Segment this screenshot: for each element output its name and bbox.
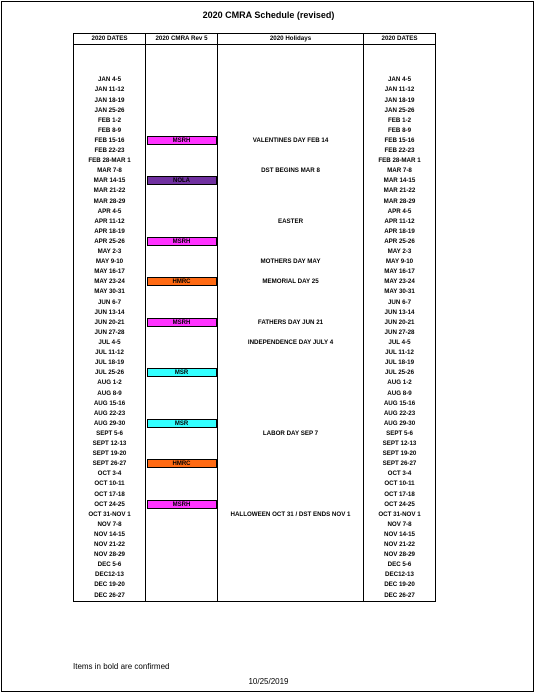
date-cell-right: MAY 16-17 bbox=[364, 267, 436, 277]
date-cell-left: DEC 26-27 bbox=[74, 590, 146, 601]
holiday-cell bbox=[218, 267, 364, 277]
date-cell-right: DEC12-13 bbox=[364, 570, 436, 580]
event-cell bbox=[146, 166, 218, 176]
holiday-cell bbox=[218, 116, 364, 126]
table-row bbox=[74, 318, 436, 328]
holiday-cell: VALENTINES DAY FEB 14 bbox=[218, 136, 364, 146]
holiday-cell bbox=[218, 55, 364, 65]
date-cell-left: SEPT 26-27 bbox=[74, 459, 146, 469]
holiday-cell bbox=[218, 197, 364, 207]
holiday-cell: DST BEGINS MAR 8 bbox=[218, 166, 364, 176]
event-cell bbox=[146, 540, 218, 550]
holiday-cell bbox=[218, 449, 364, 459]
date-cell-right: MAY 9-10 bbox=[364, 257, 436, 267]
date-cell-left: MAY 9-10 bbox=[74, 257, 146, 267]
date-cell-left: MAR 14-15 bbox=[74, 176, 146, 186]
event-cell bbox=[146, 530, 218, 540]
table-row bbox=[74, 399, 436, 409]
table-row bbox=[74, 308, 436, 318]
date-cell-left: APR 25-26 bbox=[74, 237, 146, 247]
date-cell-left: JUN 27-28 bbox=[74, 328, 146, 338]
table-row bbox=[74, 146, 436, 156]
event-chip: MSR bbox=[147, 419, 217, 428]
date-cell-right: JAN 18-19 bbox=[364, 95, 436, 105]
date-cell-right: OCT 31-NOV 1 bbox=[364, 510, 436, 520]
table-row bbox=[74, 116, 436, 126]
event-cell bbox=[146, 257, 218, 267]
holiday-cell bbox=[218, 298, 364, 308]
event-cell bbox=[146, 500, 218, 510]
event-cell bbox=[146, 156, 218, 166]
date-cell-right: APR 4-5 bbox=[364, 207, 436, 217]
date-cell-right: SEPT 19-20 bbox=[364, 449, 436, 459]
table-row bbox=[74, 237, 436, 247]
header-row bbox=[74, 34, 436, 45]
date-cell-left: AUG 15-16 bbox=[74, 399, 146, 409]
table-row bbox=[74, 247, 436, 257]
date-cell-left: JAN 18-19 bbox=[74, 95, 146, 105]
date-cell-right: AUG 22-23 bbox=[364, 409, 436, 419]
date-cell-right: APR 18-19 bbox=[364, 227, 436, 237]
date-cell-left bbox=[74, 45, 146, 56]
holiday-cell bbox=[218, 570, 364, 580]
date-cell-right bbox=[364, 55, 436, 65]
date-cell-left: MAR 21-22 bbox=[74, 186, 146, 196]
holiday-cell bbox=[218, 186, 364, 196]
date-cell-left: AUG 1-2 bbox=[74, 378, 146, 388]
date-cell-right: APR 11-12 bbox=[364, 217, 436, 227]
event-cell bbox=[146, 247, 218, 257]
holiday-cell bbox=[218, 176, 364, 186]
event-cell bbox=[146, 176, 218, 186]
event-cell bbox=[146, 45, 218, 56]
holiday-cell: FATHERS DAY JUN 21 bbox=[218, 318, 364, 328]
date-cell-left: APR 18-19 bbox=[74, 227, 146, 237]
date-cell-left: JAN 11-12 bbox=[74, 85, 146, 95]
table-row bbox=[74, 459, 436, 469]
event-cell bbox=[146, 207, 218, 217]
event-cell bbox=[146, 287, 218, 297]
holiday-cell bbox=[218, 540, 364, 550]
event-cell bbox=[146, 267, 218, 277]
table-row bbox=[74, 570, 436, 580]
table-row bbox=[74, 156, 436, 166]
table-row bbox=[74, 560, 436, 570]
date-cell-right: MAR 7-8 bbox=[364, 166, 436, 176]
event-cell bbox=[146, 95, 218, 105]
table-row bbox=[74, 186, 436, 196]
holiday-cell bbox=[218, 490, 364, 500]
event-cell bbox=[146, 197, 218, 207]
event-cell bbox=[146, 85, 218, 95]
event-cell bbox=[146, 298, 218, 308]
holiday-cell: LABOR DAY SEP 7 bbox=[218, 429, 364, 439]
date-cell-right: JUN 27-28 bbox=[364, 328, 436, 338]
event-cell bbox=[146, 186, 218, 196]
table-row bbox=[74, 257, 436, 267]
event-cell bbox=[146, 479, 218, 489]
table-row bbox=[74, 298, 436, 308]
holiday-cell bbox=[218, 368, 364, 378]
date-cell-right: JUN 20-21 bbox=[364, 318, 436, 328]
event-cell bbox=[146, 237, 218, 247]
date-cell-right: OCT 3-4 bbox=[364, 469, 436, 479]
holiday-cell bbox=[218, 469, 364, 479]
date-cell-right: FEB 28-MAR 1 bbox=[364, 156, 436, 166]
table-row bbox=[74, 439, 436, 449]
date-cell-right: SEPT 5-6 bbox=[364, 429, 436, 439]
date-cell-left: MAY 23-24 bbox=[74, 277, 146, 287]
date-cell-left: NOV 7-8 bbox=[74, 520, 146, 530]
date-cell-left: NOV 21-22 bbox=[74, 540, 146, 550]
event-cell bbox=[146, 419, 218, 429]
table-row bbox=[74, 469, 436, 479]
date-cell-left: JAN 4-5 bbox=[74, 75, 146, 85]
date-cell-left bbox=[74, 55, 146, 65]
holiday-cell bbox=[218, 207, 364, 217]
date-cell-right: APR 25-26 bbox=[364, 237, 436, 247]
table-row bbox=[74, 277, 436, 287]
holiday-cell bbox=[218, 399, 364, 409]
event-cell bbox=[146, 449, 218, 459]
event-chip: MSRH bbox=[147, 500, 217, 509]
schedule-table bbox=[73, 33, 436, 602]
holiday-cell: MEMORIAL DAY 25 bbox=[218, 277, 364, 287]
date-cell-right: JUN 6-7 bbox=[364, 298, 436, 308]
date-cell-right: MAY 23-24 bbox=[364, 277, 436, 287]
holiday-cell bbox=[218, 500, 364, 510]
holiday-cell bbox=[218, 308, 364, 318]
holiday-cell bbox=[218, 247, 364, 257]
holiday-cell bbox=[218, 237, 364, 247]
holiday-cell bbox=[218, 459, 364, 469]
date-cell-right: NOV 28-29 bbox=[364, 550, 436, 560]
table-row bbox=[74, 510, 436, 520]
date-cell-left: MAR 28-29 bbox=[74, 197, 146, 207]
event-cell bbox=[146, 550, 218, 560]
table-row bbox=[74, 55, 436, 65]
date-cell-right: MAY 30-31 bbox=[364, 287, 436, 297]
date-cell-left: MAR 7-8 bbox=[74, 166, 146, 176]
holiday-cell bbox=[218, 590, 364, 601]
date-cell-left: NOV 28-29 bbox=[74, 550, 146, 560]
table-row bbox=[74, 348, 436, 358]
table-row bbox=[74, 45, 436, 56]
date-cell-left: AUG 22-23 bbox=[74, 409, 146, 419]
date-cell-right: OCT 24-25 bbox=[364, 500, 436, 510]
event-cell bbox=[146, 409, 218, 419]
date-cell-right: AUG 29-30 bbox=[364, 419, 436, 429]
date-cell-left: JUN 13-14 bbox=[74, 308, 146, 318]
event-cell bbox=[146, 590, 218, 601]
date-cell-left: SEPT 19-20 bbox=[74, 449, 146, 459]
event-chip: NOLA bbox=[147, 176, 217, 185]
date-cell-right: NOV 14-15 bbox=[364, 530, 436, 540]
holiday-cell bbox=[218, 348, 364, 358]
event-cell bbox=[146, 388, 218, 398]
date-cell-left: DEC 19-20 bbox=[74, 580, 146, 590]
date-cell-left: APR 11-12 bbox=[74, 217, 146, 227]
date-cell-right: JUN 13-14 bbox=[364, 308, 436, 318]
date-cell-left: OCT 10-11 bbox=[74, 479, 146, 489]
table-row bbox=[74, 287, 436, 297]
event-cell bbox=[146, 308, 218, 318]
schedule-rows bbox=[74, 45, 436, 602]
table-row bbox=[74, 227, 436, 237]
table-row bbox=[74, 490, 436, 500]
date-cell-left: SEPT 5-6 bbox=[74, 429, 146, 439]
date-cell-left: OCT 17-18 bbox=[74, 490, 146, 500]
event-cell bbox=[146, 570, 218, 580]
holiday-cell bbox=[218, 520, 364, 530]
table-row bbox=[74, 449, 436, 459]
holiday-cell bbox=[218, 580, 364, 590]
event-cell bbox=[146, 227, 218, 237]
date-cell-right: JUL 11-12 bbox=[364, 348, 436, 358]
event-chip: HMRC bbox=[147, 277, 217, 286]
event-cell bbox=[146, 399, 218, 409]
header-cmra: 2020 CMRA Rev 5 bbox=[146, 34, 218, 45]
holiday-cell bbox=[218, 156, 364, 166]
date-cell-right: JUL 4-5 bbox=[364, 338, 436, 348]
holiday-cell bbox=[218, 65, 364, 75]
event-cell bbox=[146, 580, 218, 590]
holiday-cell bbox=[218, 328, 364, 338]
holiday-cell bbox=[218, 358, 364, 368]
date-cell-left: OCT 24-25 bbox=[74, 500, 146, 510]
date-cell-right: DEC 26-27 bbox=[364, 590, 436, 601]
date-cell-left: JUL 11-12 bbox=[74, 348, 146, 358]
date-cell-left: JUN 6-7 bbox=[74, 298, 146, 308]
date-cell-left: MAY 16-17 bbox=[74, 267, 146, 277]
event-cell bbox=[146, 490, 218, 500]
holiday-cell bbox=[218, 550, 364, 560]
event-cell bbox=[146, 560, 218, 570]
table-row bbox=[74, 126, 436, 136]
table-row bbox=[74, 419, 436, 429]
table-row bbox=[74, 217, 436, 227]
date-cell-right: OCT 17-18 bbox=[364, 490, 436, 500]
date-cell-right: NOV 21-22 bbox=[364, 540, 436, 550]
date-cell-left: JAN 25-26 bbox=[74, 106, 146, 116]
event-cell bbox=[146, 429, 218, 439]
holiday-cell: MOTHERS DAY MAY bbox=[218, 257, 364, 267]
event-cell bbox=[146, 318, 218, 328]
date-cell-left: JUL 18-19 bbox=[74, 358, 146, 368]
holiday-cell bbox=[218, 85, 364, 95]
holiday-cell bbox=[218, 560, 364, 570]
date-cell-right: JAN 4-5 bbox=[364, 75, 436, 85]
table-row bbox=[74, 520, 436, 530]
header-dates-left: 2020 DATES bbox=[74, 34, 146, 45]
date-cell-left: MAY 2-3 bbox=[74, 247, 146, 257]
table-row bbox=[74, 378, 436, 388]
date-cell-left: OCT 31-NOV 1 bbox=[74, 510, 146, 520]
table-row bbox=[74, 106, 436, 116]
table-row bbox=[74, 580, 436, 590]
date-cell-right: MAR 14-15 bbox=[364, 176, 436, 186]
holiday-cell: EASTER bbox=[218, 217, 364, 227]
date-cell-right: NOV 7-8 bbox=[364, 520, 436, 530]
table-row bbox=[74, 368, 436, 378]
event-cell bbox=[146, 469, 218, 479]
event-cell bbox=[146, 358, 218, 368]
event-cell bbox=[146, 459, 218, 469]
event-cell bbox=[146, 348, 218, 358]
date-cell-right: FEB 1-2 bbox=[364, 116, 436, 126]
holiday-cell bbox=[218, 287, 364, 297]
holiday-cell bbox=[218, 45, 364, 56]
date-cell-left: JUL 25-26 bbox=[74, 368, 146, 378]
holiday-cell bbox=[218, 95, 364, 105]
holiday-cell bbox=[218, 106, 364, 116]
holiday-cell bbox=[218, 419, 364, 429]
event-cell bbox=[146, 510, 218, 520]
table-row bbox=[74, 429, 436, 439]
date-cell-right: SEPT 26-27 bbox=[364, 459, 436, 469]
table-row bbox=[74, 65, 436, 75]
date-cell-left: MAY 30-31 bbox=[74, 287, 146, 297]
date-cell-right: MAY 2-3 bbox=[364, 247, 436, 257]
date-cell-left: FEB 1-2 bbox=[74, 116, 146, 126]
event-chip: MSRH bbox=[147, 136, 217, 145]
event-cell bbox=[146, 75, 218, 85]
table-row bbox=[74, 338, 436, 348]
date-cell-left bbox=[74, 65, 146, 75]
holiday-cell: HALLOWEEN OCT 31 / DST ENDS NOV 1 bbox=[218, 510, 364, 520]
date-cell-right: FEB 15-16 bbox=[364, 136, 436, 146]
table-row bbox=[74, 479, 436, 489]
event-chip: MSRH bbox=[147, 237, 217, 246]
date-cell-right: MAR 28-29 bbox=[364, 197, 436, 207]
date-cell-left: OCT 3-4 bbox=[74, 469, 146, 479]
date-cell-right: AUG 8-9 bbox=[364, 388, 436, 398]
event-cell bbox=[146, 65, 218, 75]
date-cell-right: DEC 19-20 bbox=[364, 580, 436, 590]
event-cell bbox=[146, 520, 218, 530]
table-row bbox=[74, 267, 436, 277]
holiday-cell bbox=[218, 75, 364, 85]
event-cell bbox=[146, 277, 218, 287]
page-title: 2020 CMRA Schedule (revised) bbox=[202, 10, 335, 20]
event-chip: MSR bbox=[147, 368, 217, 377]
date-cell-right: MAR 21-22 bbox=[364, 186, 436, 196]
date-cell-right bbox=[364, 45, 436, 56]
holiday-cell bbox=[218, 439, 364, 449]
table-row bbox=[74, 590, 436, 601]
table-row bbox=[74, 540, 436, 550]
revision-date: 10/25/2019 bbox=[248, 677, 289, 686]
event-cell bbox=[146, 126, 218, 136]
table-row bbox=[74, 328, 436, 338]
date-cell-left: FEB 15-16 bbox=[74, 136, 146, 146]
table-row bbox=[74, 197, 436, 207]
event-cell bbox=[146, 217, 218, 227]
table-row bbox=[74, 95, 436, 105]
header-dates-right: 2020 DATES bbox=[364, 34, 436, 45]
date-cell-left: FEB 28-MAR 1 bbox=[74, 156, 146, 166]
date-cell-left: NOV 14-15 bbox=[74, 530, 146, 540]
date-cell-left: DEC12-13 bbox=[74, 570, 146, 580]
event-chip: MSRH bbox=[147, 318, 217, 327]
date-cell-right: SEPT 12-13 bbox=[364, 439, 436, 449]
date-cell-right: FEB 22-23 bbox=[364, 146, 436, 156]
date-cell-left: JUL 4-5 bbox=[74, 338, 146, 348]
table-row bbox=[74, 166, 436, 176]
date-cell-right: DEC 5-6 bbox=[364, 560, 436, 570]
event-cell bbox=[146, 106, 218, 116]
event-cell bbox=[146, 328, 218, 338]
event-cell bbox=[146, 146, 218, 156]
table-row bbox=[74, 500, 436, 510]
date-cell-left: FEB 22-23 bbox=[74, 146, 146, 156]
holiday-cell bbox=[218, 479, 364, 489]
holiday-cell bbox=[218, 227, 364, 237]
date-cell-left: AUG 29-30 bbox=[74, 419, 146, 429]
table-row bbox=[74, 530, 436, 540]
holiday-cell bbox=[218, 409, 364, 419]
holiday-cell bbox=[218, 146, 364, 156]
event-cell bbox=[146, 368, 218, 378]
date-cell-right: JAN 11-12 bbox=[364, 85, 436, 95]
event-cell bbox=[146, 136, 218, 146]
event-cell bbox=[146, 116, 218, 126]
table-row bbox=[74, 409, 436, 419]
holiday-cell bbox=[218, 126, 364, 136]
table-row bbox=[74, 136, 436, 146]
table-row bbox=[74, 207, 436, 217]
date-cell-left: DEC 5-6 bbox=[74, 560, 146, 570]
date-cell-right: FEB 8-9 bbox=[364, 126, 436, 136]
event-cell bbox=[146, 338, 218, 348]
date-cell-right: JUL 25-26 bbox=[364, 368, 436, 378]
date-cell-right: AUG 15-16 bbox=[364, 399, 436, 409]
table-row bbox=[74, 550, 436, 560]
table-row bbox=[74, 388, 436, 398]
date-cell-right bbox=[364, 65, 436, 75]
date-cell-left: SEPT 12-13 bbox=[74, 439, 146, 449]
date-cell-right: OCT 10-11 bbox=[364, 479, 436, 489]
date-cell-left: APR 4-5 bbox=[74, 207, 146, 217]
footnote: Items in bold are confirmed bbox=[73, 662, 170, 671]
event-cell bbox=[146, 55, 218, 65]
holiday-cell: INDEPENDENCE DAY JULY 4 bbox=[218, 338, 364, 348]
date-cell-right: JUL 18-19 bbox=[364, 358, 436, 368]
table-row bbox=[74, 176, 436, 186]
date-cell-left: JUN 20-21 bbox=[74, 318, 146, 328]
date-cell-right: JAN 25-26 bbox=[364, 106, 436, 116]
holiday-cell bbox=[218, 378, 364, 388]
date-cell-left: FEB 8-9 bbox=[74, 126, 146, 136]
event-cell bbox=[146, 378, 218, 388]
header-holidays: 2020 Holidays bbox=[218, 34, 364, 45]
table-row bbox=[74, 358, 436, 368]
event-chip: HMRC bbox=[147, 459, 217, 468]
event-cell bbox=[146, 439, 218, 449]
holiday-cell bbox=[218, 530, 364, 540]
date-cell-left: AUG 8-9 bbox=[74, 388, 146, 398]
holiday-cell bbox=[218, 388, 364, 398]
date-cell-right: AUG 1-2 bbox=[364, 378, 436, 388]
table-row bbox=[74, 75, 436, 85]
table-row bbox=[74, 85, 436, 95]
